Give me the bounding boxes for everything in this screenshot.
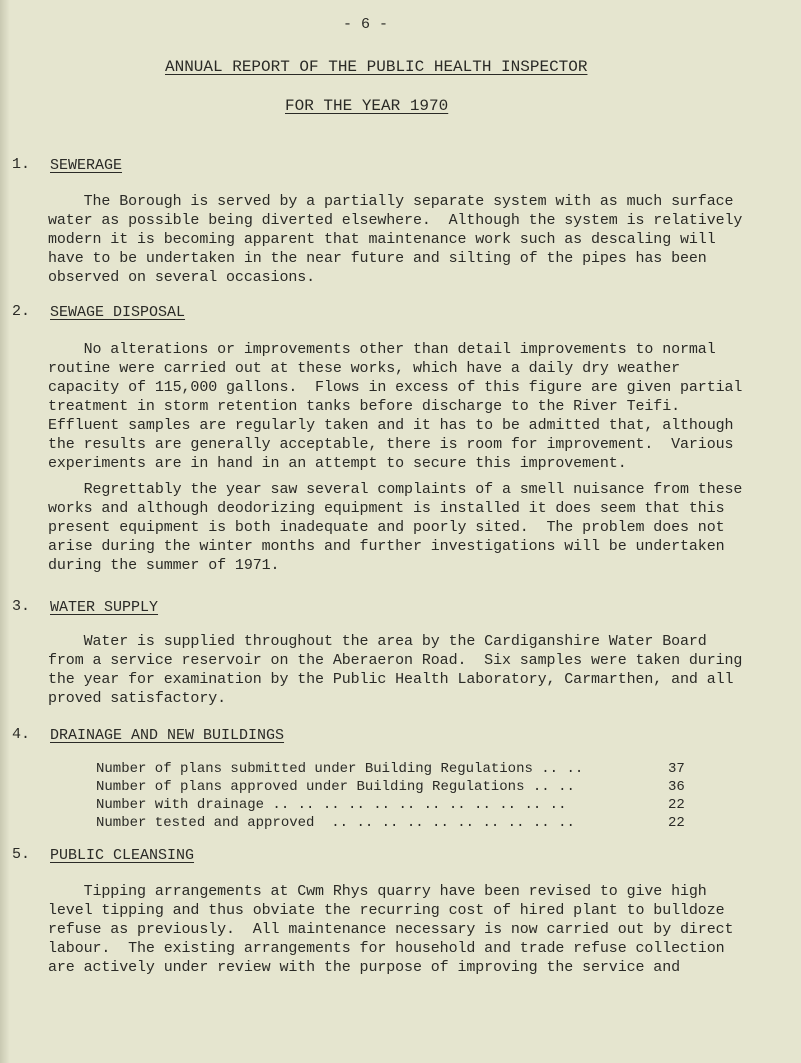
paragraph-line: treatment in storm retention tanks before discharge to the River Teifi.: [48, 398, 681, 415]
section-number: 4.: [12, 726, 31, 743]
paragraph-line: the results are generally acceptable, there is room for improvement. Various: [48, 436, 734, 453]
stat-label: Number of plans approved under Building Regulations .. ..: [96, 779, 575, 795]
section-heading: DRAINAGE AND NEW BUILDINGS: [50, 727, 285, 744]
paragraph: [48, 340, 742, 473]
stat-value: 22: [668, 797, 685, 813]
stat-label: Number with drainage .. .. .. .. .. .. .. .. .. .. .. ..: [96, 797, 567, 813]
report-subtitle: FOR THE YEAR 1970: [285, 97, 449, 115]
stat-label: Number tested and approved .. .. .. .. .. .. .. .. .. ..: [96, 815, 575, 831]
paragraph: [48, 882, 733, 977]
paragraph-line: modern it is becoming apparent that maintenance work such as descaling will: [48, 231, 716, 248]
paragraph-line: works and although deodorizing equipment is installed it does seem that this: [48, 500, 725, 517]
paragraph-line: observed on several occasions.: [48, 269, 316, 286]
stat-value: 36: [668, 779, 685, 795]
paragraph-line: No alterations or improvements other than detail improvements to normal: [48, 341, 716, 358]
paragraph-line: from a service reservoir on the Aberaeron Road. Six samples were taken during: [48, 652, 743, 669]
section-heading: SEWERAGE: [50, 157, 123, 174]
paragraph-line: are actively under review with the purpose of improving the service and: [48, 959, 681, 976]
paragraph-line: present equipment is both inadequate and poorly sited. The problem does not: [48, 519, 725, 536]
paragraph: [48, 480, 742, 575]
report-title: ANNUAL REPORT OF THE PUBLIC HEALTH INSPECTOR: [165, 58, 588, 76]
paragraph-line: Regrettably the year saw several complaints of a smell nuisance from these: [48, 481, 743, 498]
paragraph-line: Water is supplied throughout the area by the Cardiganshire Water Board: [48, 633, 707, 650]
stat-value: 22: [668, 815, 685, 831]
paragraph-line: refuse as previously. All maintenance necessary is now carried out by direct: [48, 921, 734, 938]
paragraph-line: have to be undertaken in the near future and silting of the pipes has been: [48, 250, 707, 267]
paragraph-line: Tipping arrangements at Cwm Rhys quarry have been revised to give high: [48, 883, 707, 900]
section-number: 3.: [12, 598, 31, 615]
paragraph-line: during the summer of 1971.: [48, 557, 280, 574]
section-heading: PUBLIC CLEANSING: [50, 847, 195, 864]
section-heading: SEWAGE DISPOSAL: [50, 304, 186, 321]
paragraph-line: the year for examination by the Public Health Laboratory, Carmarthen, and all: [48, 671, 734, 688]
paragraph-line: The Borough is served by a partially separate system with as much surface: [48, 193, 734, 210]
section-number: 1.: [12, 156, 31, 173]
stat-value: 37: [668, 761, 685, 777]
scan-edge: [0, 0, 10, 1063]
paragraph-line: water as possible being diverted elsewhere. Although the system is relatively: [48, 212, 743, 229]
paragraph: [48, 632, 742, 708]
paragraph-line: capacity of 115,000 gallons. Flows in excess of this figure are given partial: [48, 379, 743, 396]
paragraph-line: experiments are in hand in an attempt to secure this improvement.: [48, 455, 627, 472]
paragraph-line: routine were carried out at these works, which have a daily dry weather: [48, 360, 681, 377]
paragraph: [48, 192, 742, 287]
section-number: 5.: [12, 846, 31, 863]
paragraph-line: level tipping and thus obviate the recurring cost of hired plant to bulldoze: [48, 902, 725, 919]
paragraph-line: proved satisfactory.: [48, 690, 227, 707]
page-number: - 6 -: [343, 16, 389, 33]
paragraph-line: arise during the winter months and further investigations will be undertaken: [48, 538, 725, 555]
stat-label: Number of plans submitted under Building Regulations .. ..: [96, 761, 584, 777]
paragraph-line: Effluent samples are regularly taken and it has to be admitted that, although: [48, 417, 734, 434]
paragraph-line: labour. The existing arrangements for household and trade refuse collection: [48, 940, 725, 957]
section-heading: WATER SUPPLY: [50, 599, 159, 616]
section-number: 2.: [12, 303, 31, 320]
